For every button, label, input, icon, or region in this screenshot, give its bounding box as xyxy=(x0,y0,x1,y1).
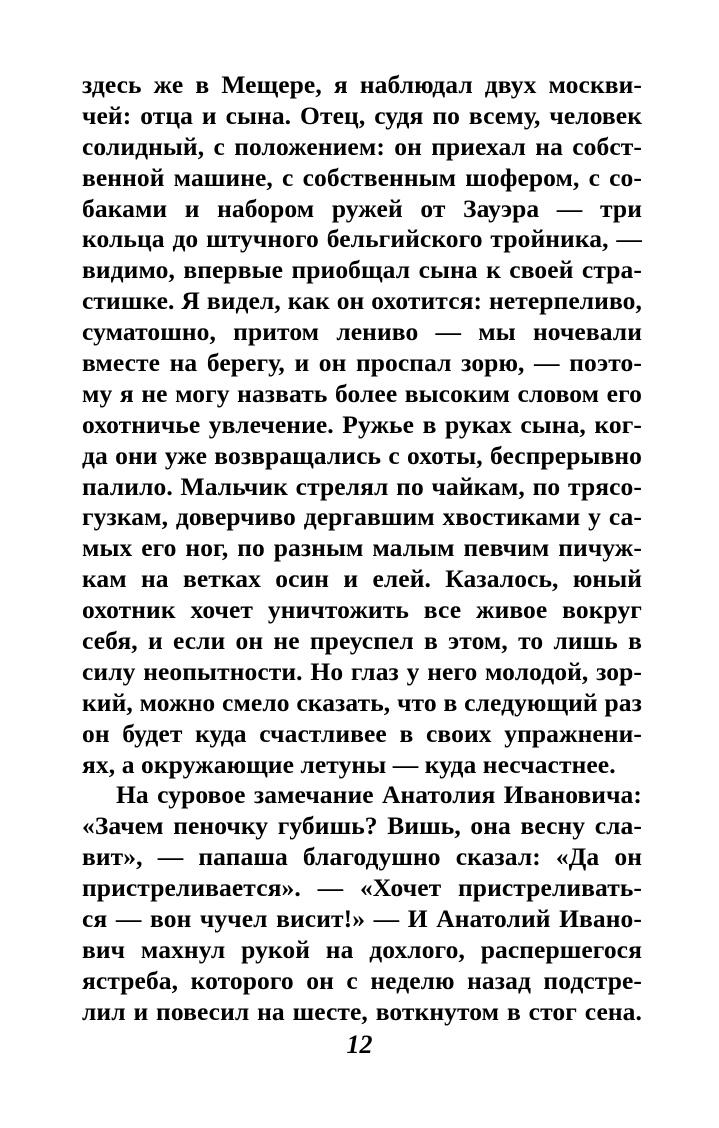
text-line: силу неопытности. Но глаз у него молодой, зор- xyxy=(82,656,642,686)
paragraph-2 xyxy=(82,780,642,1027)
text-line: вит», — папаша благодушно сказал: «Да он xyxy=(82,842,642,872)
text-line: охотник хочет уничтожить все живое вокруг xyxy=(82,595,642,625)
text-line: охотничье увлечение. Ружье в руках сына, ког- xyxy=(82,409,642,439)
text-line: мых его ног, по разным малым певчим пичуж- xyxy=(82,533,642,563)
text-line: кольца до штучного бельгийского тройника, — xyxy=(82,224,642,254)
text-line: лил и повесил на шесте, воткнутом в стог сена. xyxy=(82,996,642,1026)
text-line: «Зачем пеночку губишь? Вишь, она весну сла- xyxy=(82,811,642,841)
page-number: 12 xyxy=(346,1030,373,1059)
text-line: чей: отца и сына. Отец, судя по всему, человек xyxy=(82,100,642,130)
text-line: солидный, с положением: он приехал на собст- xyxy=(82,131,642,161)
text-line: пристреливается». — «Хочет пристреливать- xyxy=(82,873,642,903)
text-line: венной машине, с собственным шофером, с со- xyxy=(82,162,642,192)
text-line: баками и набором ружей от Зауэра — три xyxy=(82,193,642,223)
text-line: видимо, впервые приобщал сына к своей стра- xyxy=(82,255,642,285)
text-line: му я не могу назвать более высоким словом его xyxy=(82,378,642,408)
text-line: ся — вон чучел висит!» — И Анатолий Ивано- xyxy=(82,904,642,934)
text-line: кам на ветках осин и елей. Казалось, юный xyxy=(82,564,642,594)
text-line: кий, можно смело сказать, что в следующий раз xyxy=(82,687,642,717)
text-line: да они уже возвращались с охоты, беспрерывно xyxy=(82,440,642,470)
text-line: палило. Мальчик стрелял по чайкам, по трясо- xyxy=(82,471,642,501)
text-line: ястреба, которого он с неделю назад подстре- xyxy=(82,965,642,995)
text-line: гузкам, доверчиво дергавшим хвостиками у са- xyxy=(82,502,642,532)
text-line: вместе на берегу, и он проспал зорю, — поэто- xyxy=(82,348,642,378)
text-line: На суровое замечание Анатолия Ивановича: xyxy=(116,780,642,810)
paragraph-1 xyxy=(82,70,642,780)
text-line: он будет куда счастливее в своих упражнени- xyxy=(82,718,642,748)
text-line: стишке. Я видел, как он охотится: нетерпеливо, xyxy=(82,286,642,316)
body-text xyxy=(82,70,642,1028)
text-line: вич махнул рукой на дохлого, распершегося xyxy=(82,934,642,964)
text-line: суматошно, притом лениво — мы ночевали xyxy=(82,317,642,347)
text-line: ях, а окружающие летуны — куда несчастнее. xyxy=(82,749,616,779)
text-line: здесь же в Мещере, я наблюдал двух москви- xyxy=(82,70,642,99)
text-line: себя, и если он не преуспел в этом, то лишь в xyxy=(82,626,642,656)
